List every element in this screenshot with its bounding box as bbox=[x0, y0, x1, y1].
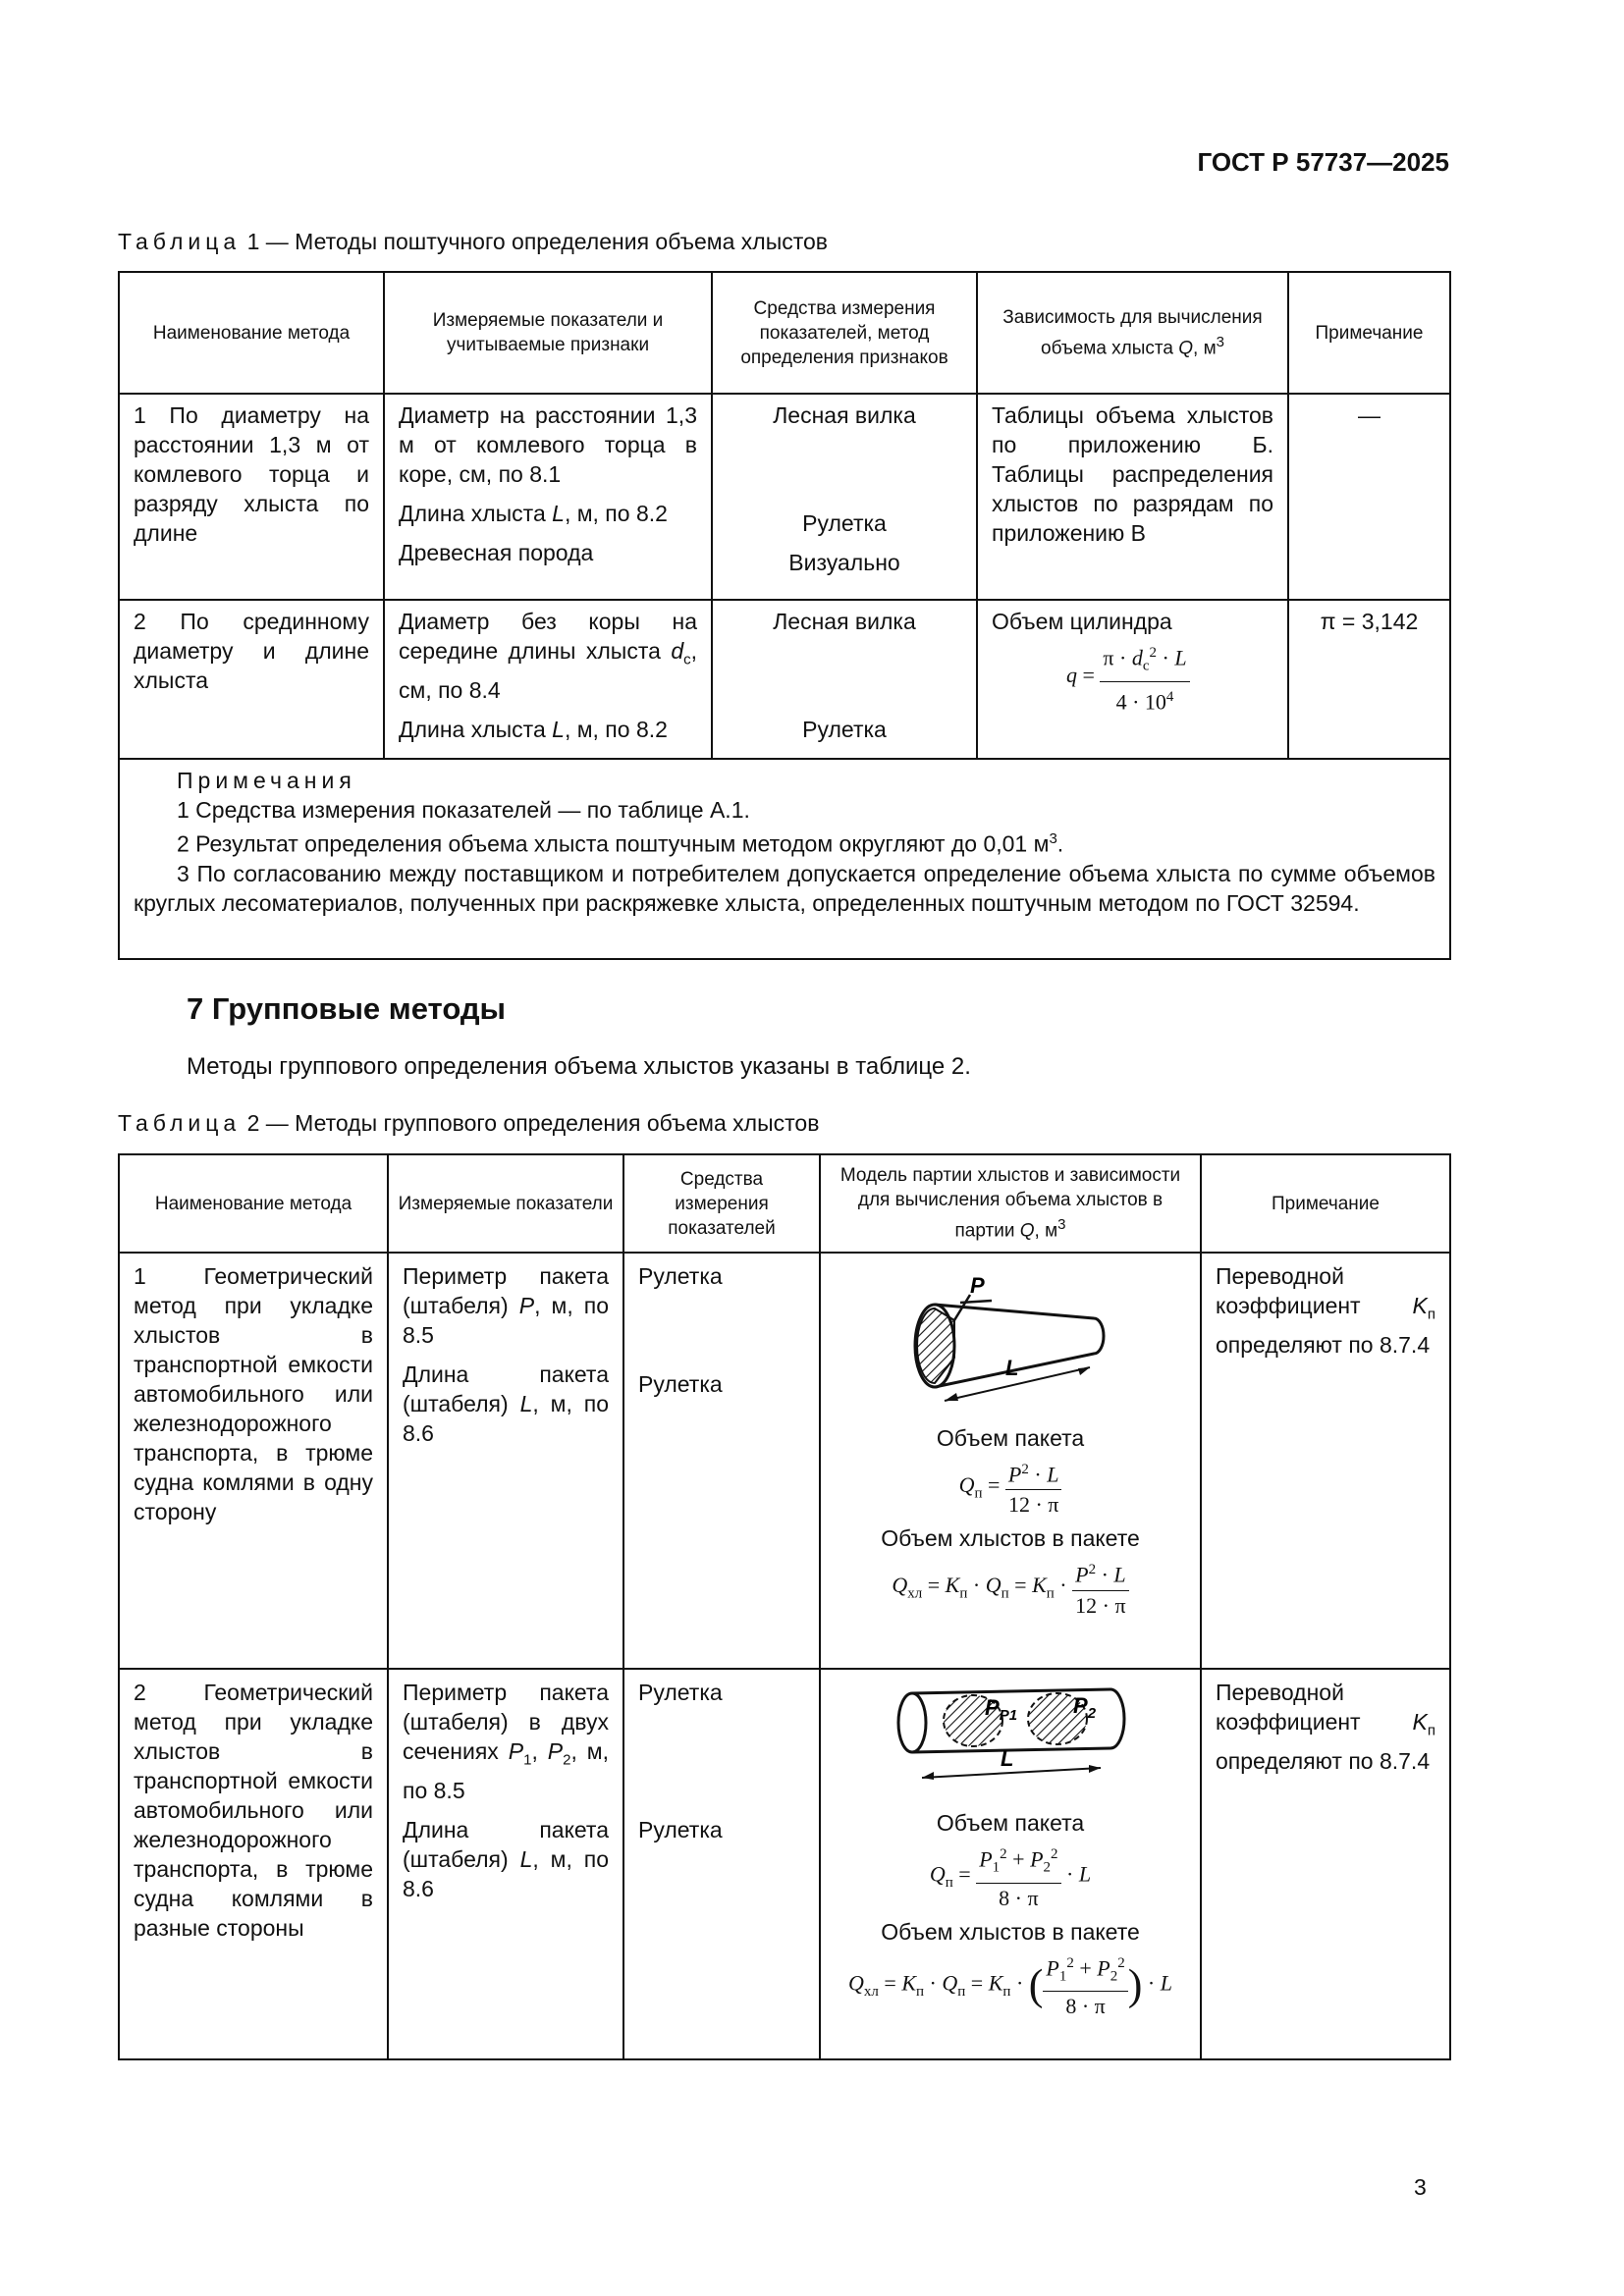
log-bundle-one-side-diagram bbox=[897, 1259, 1123, 1416]
table2-row1-method: 1 Геометрический метод при укладке хлыстов в транспортной емкости автомобильного или железнодорожного транспорта, в трюме судна комлями в одну сторону bbox=[119, 1253, 388, 1669]
label-p1: $P_{P1}$ bbox=[985, 1695, 1018, 1724]
pack-volume-formula: $Q_п$ = $\frac{P^2 \cdot L}{12 \cdot \pi}$ bbox=[825, 1455, 1196, 1520]
table1-row1-tool-3: Визуально bbox=[788, 550, 900, 575]
table2-header-tools: Средства измерения показателей bbox=[623, 1154, 820, 1253]
table1-notes bbox=[119, 759, 1450, 959]
table1-row1-tool-2: Рулетка bbox=[802, 510, 887, 536]
table2-row2-indicators bbox=[388, 1669, 623, 2059]
section-paragraph: Методы группового определения объема хлыстов указаны в таблице 2. bbox=[187, 1053, 971, 1080]
table2-header-model: Модель партии хлыстов и зависимости для вычисления объема хлыстов в партии Q, $м^3$ bbox=[820, 1154, 1201, 1253]
table1-row2-note: π = 3,142 bbox=[1288, 600, 1450, 759]
label-p: P bbox=[970, 1273, 985, 1298]
note-2: 2 Результат определения объема хлыста поштучным методом округляют до 0,01 $м^3$. bbox=[177, 830, 1064, 857]
pack-volume-label: Объем пакета bbox=[936, 1425, 1085, 1451]
table2 bbox=[118, 1153, 1451, 2060]
table1-notes-row bbox=[119, 759, 1450, 959]
table2-header-method: Наименование метода bbox=[119, 1154, 388, 1253]
table2-header-note: Примечание bbox=[1201, 1154, 1450, 1253]
table-row bbox=[119, 1253, 1450, 1669]
notes-title: Примечания bbox=[177, 768, 356, 793]
table1-row2-indicators bbox=[384, 600, 712, 759]
table1-row1-indicator-2: Длина хлыста L, м, по 8.2 bbox=[399, 501, 668, 526]
note-3: 3 По согласованию между поставщиком и потребителем допускается определение объема хлыста по сумме объемов круглых лесоматериалов, полученных при раскряжевке хлыста, определенных поштучным методом по ГОСТ 32594. bbox=[134, 860, 1435, 916]
table1-row1-method: 1 По диаметру на расстоянии 1,3 м от комлевого торца и разряду хлыста по длине bbox=[119, 394, 384, 600]
table1 bbox=[118, 271, 1451, 960]
table1-row2-indicator-2: Длина хлыста L, м, по 8.2 bbox=[399, 716, 668, 742]
table1-header-indicators: Измеряемые показатели и учитываемые признаки bbox=[384, 272, 712, 394]
table1-row1-dependency: Таблицы объема хлыстов по приложению Б. Таблицы распределения хлыстов по разрядам по приложению В bbox=[977, 394, 1288, 600]
page-number: 3 bbox=[1414, 2174, 1427, 2200]
pack-volume-label: Объем пакета bbox=[936, 1810, 1085, 1836]
logs-volume-label: Объем хлыстов в пакете bbox=[881, 1918, 1140, 1945]
table-row bbox=[119, 394, 1450, 600]
table1-row1-tools bbox=[712, 394, 977, 600]
table1-caption-label: Таблица bbox=[118, 229, 242, 254]
table1-caption-text: 1 — Методы поштучного определения объема хлыстов bbox=[246, 229, 829, 254]
table2-caption-label: Таблица bbox=[118, 1110, 242, 1136]
table1-row2-method: 2 По срединному диаметру и длине хлыста bbox=[119, 600, 384, 759]
table2-row2-tool-1: Рулетка bbox=[638, 1680, 723, 1705]
table2-header-indicators: Измеряемые показатели bbox=[388, 1154, 623, 1253]
table-row bbox=[119, 600, 1450, 759]
table2-row1-indicator-2: Длина пакета (штабеля) L, м, по 8.6 bbox=[403, 1362, 609, 1446]
table1-row2-indicator-1: Диаметр без коры на середине длины хлыста $d_c$, см, по 8.4 bbox=[399, 609, 697, 703]
cylinder-volume-formula: q = $\frac{\pi \cdot d_c^2 \cdot L}{4 \cdot 10^4}$ bbox=[992, 638, 1273, 717]
note-1: 1 Средства измерения показателей — по таблице А.1. bbox=[177, 797, 750, 823]
table2-row2-method: 2 Геометрический метод при укладке хлыстов в транспортной емкости автомобильного или железнодорожного транспорта, в трюме судна комлями в разные стороны bbox=[119, 1669, 388, 2059]
table1-row1-tool-1: Лесная вилка bbox=[773, 402, 916, 428]
label-l: L bbox=[1005, 1356, 1019, 1380]
table2-row2-indicator-1: Периметр пакета (штабеля) в двух сечениях $P_1$, $P_2$, м, по 8.5 bbox=[403, 1680, 610, 1803]
logs-volume-formula: $Q_{хл} = K_п \cdot Q_п = K_п$ · ( $\frac{P_1^2 + P_2^2}{8 \cdot \pi}$ ) · L bbox=[825, 1949, 1196, 2022]
table2-caption bbox=[118, 1110, 819, 1137]
table1-row2-tool-1: Лесная вилка bbox=[773, 609, 916, 634]
table2-caption-text: 2 — Методы группового определения объема хлыстов bbox=[246, 1110, 820, 1136]
table1-row2-tool-2: Рулетка bbox=[802, 717, 887, 742]
table2-row2-indicator-2: Длина пакета (штабеля) L, м, по 8.6 bbox=[403, 1816, 609, 1901]
table2-row2-model bbox=[820, 1669, 1201, 2059]
log-bundle-two-sides-diagram bbox=[883, 1676, 1138, 1793]
table1-row2-dependency bbox=[977, 600, 1288, 759]
label-p2: $P_2$ bbox=[1073, 1693, 1097, 1722]
label-l: L bbox=[1001, 1746, 1014, 1771]
table1-header-tools: Средства измерения показателей, метод определения признаков bbox=[712, 272, 977, 394]
table1-header-method: Наименование метода bbox=[119, 272, 384, 394]
table1-row1-indicator-3: Древесная порода bbox=[399, 540, 594, 565]
table2-row1-indicator-1: Периметр пакета (штабеля) P, м, по 8.5 bbox=[403, 1263, 610, 1348]
table1-row2-tools bbox=[712, 600, 977, 759]
table1-header-row bbox=[119, 272, 1450, 394]
table2-row1-indicators bbox=[388, 1253, 623, 1669]
table2-row2-tools bbox=[623, 1669, 820, 2059]
document-code: ГОСТ Р 57737—2025 bbox=[1197, 147, 1449, 177]
table1-caption bbox=[118, 229, 828, 255]
table2-row1-tool-2: Рулетка bbox=[638, 1371, 723, 1397]
table2-row1-tool-1: Рулетка bbox=[638, 1263, 723, 1289]
table1-row1-note: — bbox=[1288, 394, 1450, 600]
logs-volume-formula: $Q_{хл} = K_п \cdot Q_п = K_п$ · $\frac{P^2 \cdot L}{12 \cdot \pi}$ bbox=[825, 1555, 1196, 1620]
table2-row1-note: Переводной коэффициент $K_п$ определяют по 8.7.4 bbox=[1201, 1253, 1450, 1669]
table-row bbox=[119, 1669, 1450, 2059]
table2-row1-tools bbox=[623, 1253, 820, 1669]
table1-row1-indicators bbox=[384, 394, 712, 600]
table1-header-note: Примечание bbox=[1288, 272, 1450, 394]
table1-header-dependency: Зависимость для вычисления объема хлыста Q, $м^3$ bbox=[977, 272, 1288, 394]
table2-header-row bbox=[119, 1154, 1450, 1253]
logs-volume-label: Объем хлыстов в пакете bbox=[881, 1525, 1140, 1552]
table1-row1-indicator-1: Диаметр на расстоянии 1,3 м от комлевого торца в коре, см, по 8.1 bbox=[399, 402, 697, 487]
section-title: 7 Групповые методы bbox=[187, 991, 507, 1026]
pack-volume-formula: $Q_п$ = $\frac{P_1^2 + P_2^2}{8 \cdot \pi}$ · L bbox=[825, 1840, 1196, 1913]
table2-row2-note: Переводной коэффициент $K_п$ определяют по 8.7.4 bbox=[1201, 1669, 1450, 2059]
table1-row2-dependency-text: Объем цилиндра bbox=[992, 609, 1172, 634]
table2-row2-tool-2: Рулетка bbox=[638, 1817, 723, 1842]
table2-row1-model bbox=[820, 1253, 1201, 1669]
